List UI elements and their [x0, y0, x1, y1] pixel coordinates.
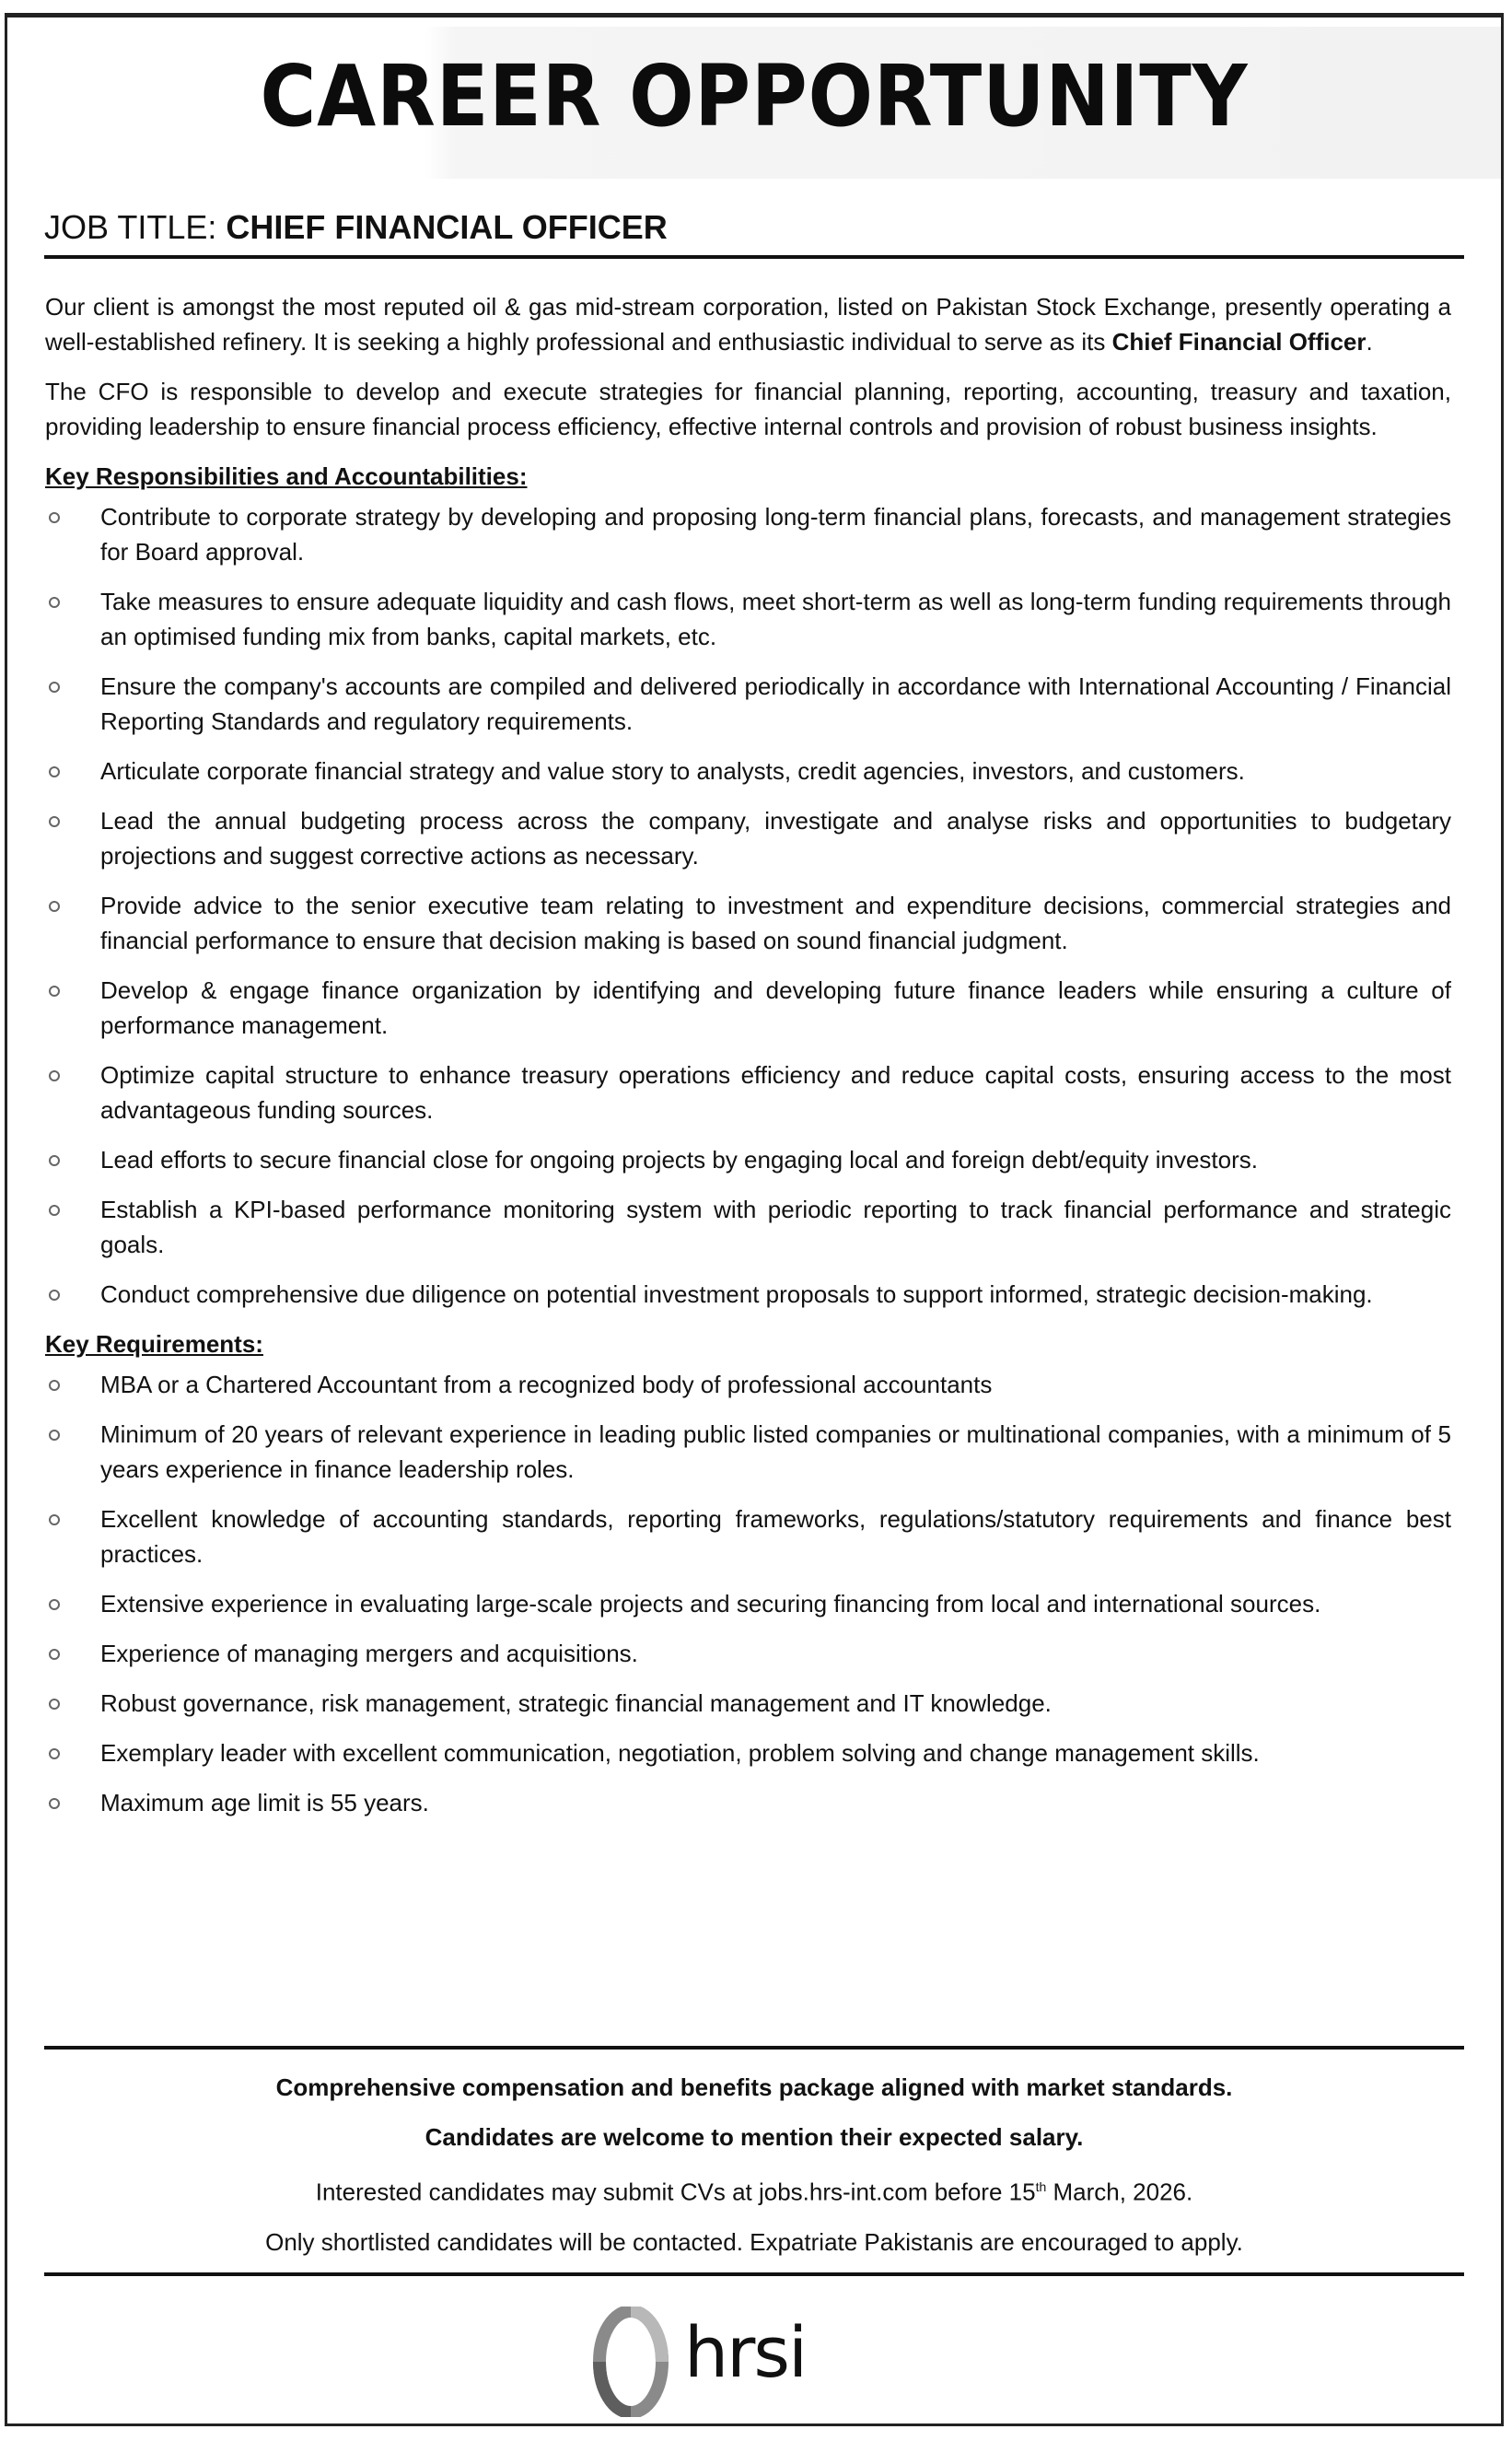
list-item: Maximum age limit is 55 years. — [45, 1785, 1451, 1820]
ring-logo-icon — [592, 2307, 675, 2417]
bullet-circle-icon — [49, 1514, 60, 1525]
bullet-circle-icon — [49, 1748, 60, 1759]
list-item: Extensive experience in evaluating large-scale projects and securing financing from local and international sources. — [45, 1586, 1451, 1621]
intro-paragraph: Our client is amongst the most reputed oil & gas mid-stream corporation, listed on Pakistan Stock Exchange, presently operating a well-established refinery. It is seeking a highly professional and enthusiastic individual to serve as its Chief Financial Officer. — [45, 293, 1451, 356]
job-title-label: JOB TITLE: — [44, 208, 227, 246]
body-content — [45, 289, 1451, 1835]
requirements-list — [45, 1367, 1451, 1820]
bullet-circle-icon — [49, 1155, 60, 1166]
bullet-circle-icon — [49, 512, 60, 523]
role-name: Chief Financial Officer — [1111, 328, 1367, 356]
bullet-circle-icon — [49, 901, 60, 912]
list-item: Develop & engage finance organization by identifying and developing future finance leaders while ensuring a culture of performance management. — [45, 973, 1451, 1043]
bullet-circle-icon — [49, 816, 60, 827]
job-title — [44, 208, 668, 246]
bullet-circle-icon — [49, 1599, 60, 1610]
compensation-note: Comprehensive compensation and benefits package aligned with market standards. — [275, 2073, 1233, 2101]
responsibilities-heading: Key Responsibilities and Accountabilities: — [45, 462, 528, 490]
list-item: Exemplary leader with excellent communication, negotiation, problem solving and change management skills. — [45, 1735, 1451, 1770]
list-item: Lead the annual budgeting process across the company, investigate and analyse risks and opportunities to budgetary projections and suggest corrective actions as necessary. — [45, 803, 1451, 873]
bullet-circle-icon — [49, 1798, 60, 1809]
responsibilities-list — [45, 499, 1451, 1312]
bullet-circle-icon — [49, 766, 60, 777]
bullet-circle-icon — [49, 1649, 60, 1660]
bullet-circle-icon — [49, 1380, 60, 1391]
cfo-description: The CFO is responsible to develop and execute strategies for financial planning, reporting, accounting, treasury and taxation, providing leadership to ensure financial process efficiency, effective internal controls and provision of robust business insights. — [45, 378, 1451, 440]
list-item: Take measures to ensure adequate liquidity and cash flows, meet short-term as well as long-term funding requirements through an optimised funding mix from banks, capital markets, etc. — [45, 584, 1451, 654]
page-title: CAREER OPPORTUNITY — [260, 47, 1249, 146]
hrsi-logo — [592, 2307, 924, 2417]
application-info — [7, 2062, 1501, 2267]
ad-frame — [5, 13, 1504, 2426]
divider-top — [44, 255, 1464, 259]
job-title-value: CHIEF FINANCIAL OFFICER — [226, 208, 668, 246]
divider-bottom — [44, 2272, 1464, 2276]
bullet-circle-icon — [49, 1699, 60, 1710]
list-item: Articulate corporate financial strategy and value story to analysts, credit agencies, investors, and customers. — [45, 753, 1451, 788]
list-item: Provide advice to the senior executive team relating to investment and expenditure decisions, commercial strategies and financial performance to ensure that decision making is based on sound financial judgment. — [45, 888, 1451, 958]
submission-note: Interested candidates may submit CVs at jobs.hrs-int.com before 15th March, 2026. — [315, 2178, 1193, 2206]
list-item: MBA or a Chartered Accountant from a recognized body of professional accountants — [45, 1367, 1451, 1402]
requirements-heading: Key Requirements: — [45, 1330, 263, 1358]
list-item: Minimum of 20 years of relevant experience in leading public listed companies or multinational companies, with a minimum of 5 years experience in finance leadership roles. — [45, 1417, 1451, 1487]
shortlist-note: Only shortlisted candidates will be contacted. Expatriate Pakistanis are encouraged to apply. — [265, 2227, 1243, 2256]
list-item: Contribute to corporate strategy by developing and proposing long-term financial plans, forecasts, and management strategies for Board approval. — [45, 499, 1451, 569]
bullet-circle-icon — [49, 1070, 60, 1081]
bullet-circle-icon — [49, 682, 60, 693]
bullet-circle-icon — [49, 597, 60, 608]
list-item: Conduct comprehensive due diligence on potential investment proposals to support informed, strategic decision-making. — [45, 1277, 1451, 1312]
salary-note: Candidates are welcome to mention their expected salary. — [425, 2123, 1084, 2151]
list-item: Lead efforts to secure financial close for ongoing projects by engaging local and foreign debt/equity investors. — [45, 1142, 1451, 1177]
list-item: Robust governance, risk management, strategic financial management and IT knowledge. — [45, 1686, 1451, 1721]
list-item: Optimize capital structure to enhance treasury operations efficiency and reduce capital costs, ensuring access to the most advantageous funding sources. — [45, 1057, 1451, 1127]
bullet-circle-icon — [49, 1205, 60, 1216]
bullet-circle-icon — [49, 1290, 60, 1301]
list-item: Ensure the company's accounts are compiled and delivered periodically in accordance with International Accounting / Financial Reporting Standards and regulatory requirements. — [45, 669, 1451, 739]
bullet-circle-icon — [49, 986, 60, 997]
list-item: Experience of managing mergers and acquisitions. — [45, 1636, 1451, 1671]
list-item: Establish a KPI-based performance monitoring system with periodic reporting to track financial performance and strategic goals. — [45, 1192, 1451, 1262]
logo-wordmark: hrsi — [684, 2311, 807, 2393]
bullet-circle-icon — [49, 1430, 60, 1441]
divider-middle — [44, 2046, 1464, 2050]
list-item: Excellent knowledge of accounting standards, reporting frameworks, regulations/statutory requirements and finance best practices. — [45, 1501, 1451, 1571]
